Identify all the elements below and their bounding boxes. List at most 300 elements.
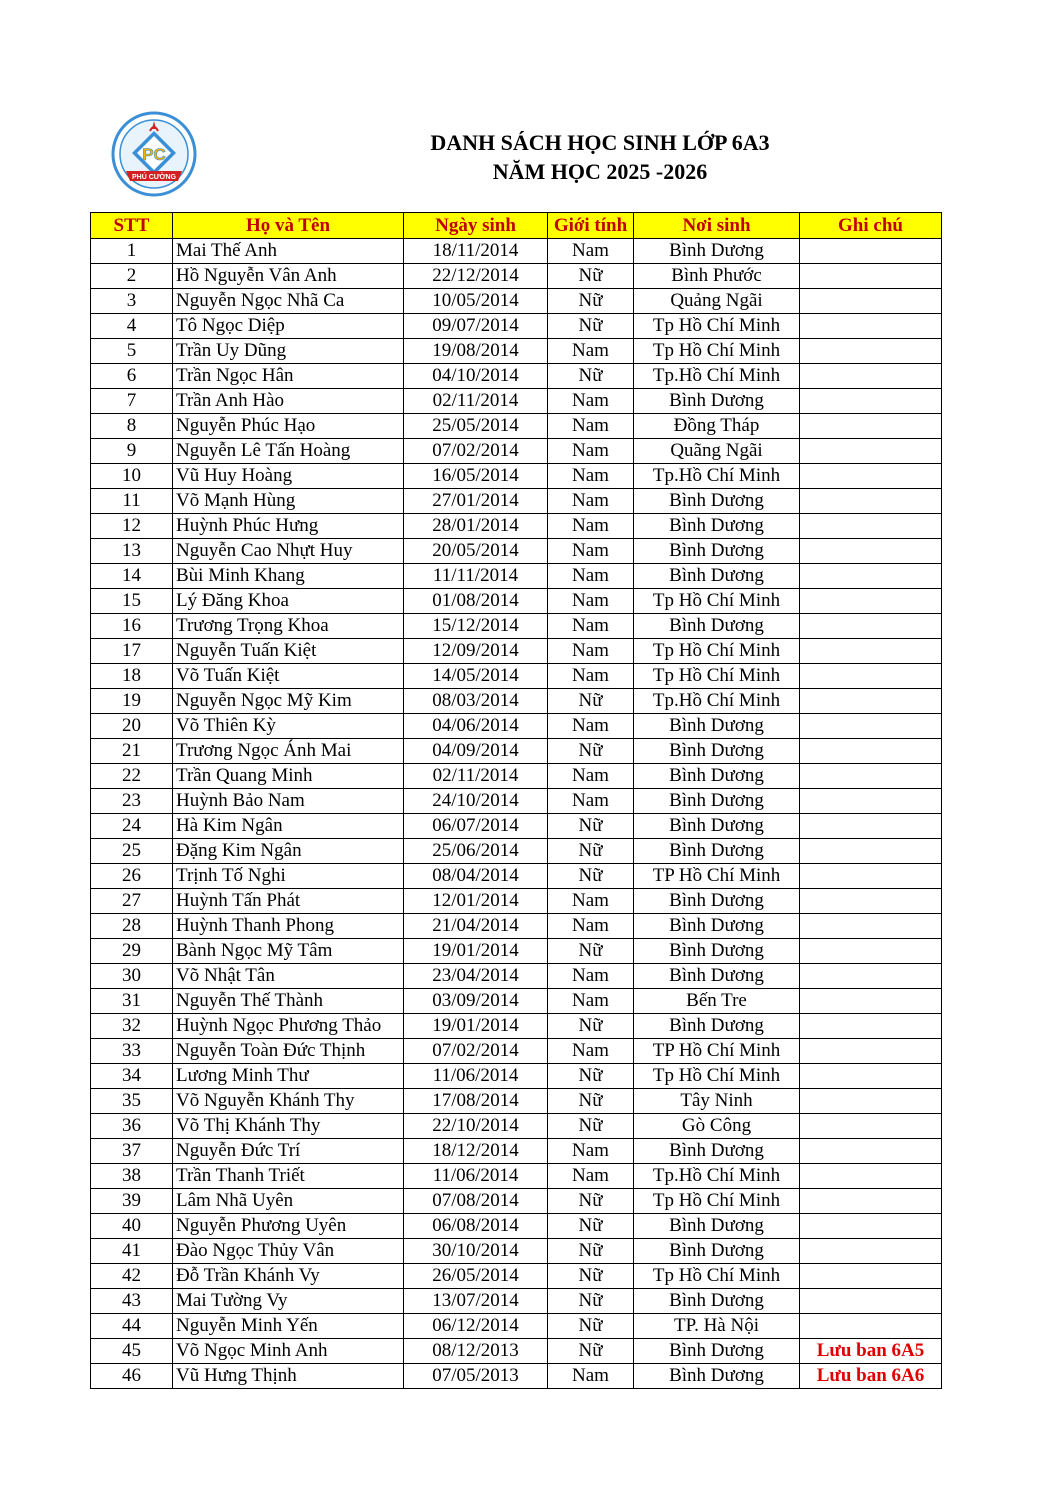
cell-birthplace: Bình Dương bbox=[634, 1239, 800, 1264]
cell-dob: 21/04/2014 bbox=[404, 914, 548, 939]
cell-birthplace: Bình Phước bbox=[634, 264, 800, 289]
cell-dob: 07/02/2014 bbox=[404, 1039, 548, 1064]
cell-name: Nguyễn Phương Uyên bbox=[173, 1214, 404, 1239]
cell-stt: 34 bbox=[91, 1064, 173, 1089]
cell-name: Nguyễn Ngọc Nhã Ca bbox=[173, 289, 404, 314]
table-row bbox=[91, 839, 942, 864]
cell-name: Tô Ngọc Diệp bbox=[173, 314, 404, 339]
table-row bbox=[91, 614, 942, 639]
cell-gender: Nam bbox=[548, 964, 634, 989]
cell-gender: Nam bbox=[548, 589, 634, 614]
header-birthplace: Nơi sinh bbox=[634, 213, 800, 239]
cell-dob: 08/03/2014 bbox=[404, 689, 548, 714]
cell-dob: 10/05/2014 bbox=[404, 289, 548, 314]
title-line-2: NĂM HỌC 2025 -2026 bbox=[492, 159, 708, 184]
cell-gender: Nam bbox=[548, 1139, 634, 1164]
cell-gender: Nam bbox=[548, 414, 634, 439]
cell-dob: 04/06/2014 bbox=[404, 714, 548, 739]
cell-gender: Nam bbox=[548, 914, 634, 939]
cell-note bbox=[800, 889, 942, 914]
cell-dob: 24/10/2014 bbox=[404, 789, 548, 814]
cell-note bbox=[800, 814, 942, 839]
cell-gender: Nữ bbox=[548, 314, 634, 339]
cell-note bbox=[800, 939, 942, 964]
cell-gender: Nam bbox=[548, 989, 634, 1014]
cell-name: Nguyễn Tuấn Kiệt bbox=[173, 639, 404, 664]
cell-dob: 27/01/2014 bbox=[404, 489, 548, 514]
cell-dob: 25/06/2014 bbox=[404, 839, 548, 864]
cell-note: Lưu ban 6A6 bbox=[800, 1364, 942, 1389]
cell-name: Trịnh Tố Nghi bbox=[173, 864, 404, 889]
cell-gender: Nữ bbox=[548, 1264, 634, 1289]
cell-gender: Nữ bbox=[548, 364, 634, 389]
cell-stt: 45 bbox=[91, 1339, 173, 1364]
cell-name: Võ Ngọc Minh Anh bbox=[173, 1339, 404, 1364]
cell-gender: Nam bbox=[548, 714, 634, 739]
cell-gender: Nam bbox=[548, 639, 634, 664]
cell-note bbox=[800, 389, 942, 414]
cell-dob: 02/11/2014 bbox=[404, 389, 548, 414]
cell-note bbox=[800, 989, 942, 1014]
cell-birthplace: Bình Dương bbox=[634, 239, 800, 264]
table-row bbox=[91, 1064, 942, 1089]
cell-stt: 5 bbox=[91, 339, 173, 364]
cell-birthplace: Tp Hồ Chí Minh bbox=[634, 1189, 800, 1214]
cell-name: Đỗ Trần Khánh Vy bbox=[173, 1264, 404, 1289]
cell-stt: 11 bbox=[91, 489, 173, 514]
table-row bbox=[91, 964, 942, 989]
cell-dob: 11/11/2014 bbox=[404, 564, 548, 589]
cell-stt: 20 bbox=[91, 714, 173, 739]
cell-name: Hồ Nguyễn Vân Anh bbox=[173, 264, 404, 289]
cell-note bbox=[800, 1014, 942, 1039]
cell-note bbox=[800, 1089, 942, 1114]
cell-gender: Nam bbox=[548, 764, 634, 789]
cell-dob: 12/09/2014 bbox=[404, 639, 548, 664]
cell-stt: 13 bbox=[91, 539, 173, 564]
cell-birthplace: Bình Dương bbox=[634, 539, 800, 564]
table-row bbox=[91, 414, 942, 439]
school-logo-icon bbox=[110, 111, 198, 197]
cell-note bbox=[800, 564, 942, 589]
cell-gender: Nữ bbox=[548, 689, 634, 714]
table-row bbox=[91, 939, 942, 964]
cell-gender: Nam bbox=[548, 389, 634, 414]
cell-name: Lý Đăng Khoa bbox=[173, 589, 404, 614]
cell-dob: 19/01/2014 bbox=[404, 1014, 548, 1039]
cell-stt: 35 bbox=[91, 1089, 173, 1114]
cell-birthplace: Bình Dương bbox=[634, 489, 800, 514]
cell-stt: 3 bbox=[91, 289, 173, 314]
cell-name: Nguyễn Đức Trí bbox=[173, 1139, 404, 1164]
cell-note bbox=[800, 639, 942, 664]
cell-dob: 07/02/2014 bbox=[404, 439, 548, 464]
cell-gender: Nam bbox=[548, 1164, 634, 1189]
cell-gender: Nam bbox=[548, 1364, 634, 1389]
table-row bbox=[91, 889, 942, 914]
cell-note bbox=[800, 364, 942, 389]
cell-birthplace: Quảng Ngãi bbox=[634, 289, 800, 314]
table-row bbox=[91, 1264, 942, 1289]
cell-name: Nguyễn Ngọc Mỹ Kim bbox=[173, 689, 404, 714]
cell-birthplace: Gò Công bbox=[634, 1114, 800, 1139]
cell-note: Lưu ban 6A5 bbox=[800, 1339, 942, 1364]
cell-birthplace: Tp.Hồ Chí Minh bbox=[634, 464, 800, 489]
table-row bbox=[91, 339, 942, 364]
cell-stt: 1 bbox=[91, 239, 173, 264]
cell-stt: 4 bbox=[91, 314, 173, 339]
cell-gender: Nam bbox=[548, 539, 634, 564]
cell-gender: Nam bbox=[548, 1039, 634, 1064]
cell-birthplace: Tây Ninh bbox=[634, 1089, 800, 1114]
table-row bbox=[91, 389, 942, 414]
cell-stt: 32 bbox=[91, 1014, 173, 1039]
cell-name: Huỳnh Tấn Phát bbox=[173, 889, 404, 914]
cell-gender: Nữ bbox=[548, 1114, 634, 1139]
cell-birthplace: Bình Dương bbox=[634, 1139, 800, 1164]
cell-gender: Nam bbox=[548, 889, 634, 914]
cell-name: Nguyễn Thế Thành bbox=[173, 989, 404, 1014]
table-row bbox=[91, 1314, 942, 1339]
svg-text:PC: PC bbox=[142, 145, 166, 164]
cell-dob: 14/05/2014 bbox=[404, 664, 548, 689]
cell-note bbox=[800, 439, 942, 464]
cell-name: Mai Tường Vy bbox=[173, 1289, 404, 1314]
cell-note bbox=[800, 764, 942, 789]
cell-dob: 17/08/2014 bbox=[404, 1089, 548, 1114]
cell-stt: 31 bbox=[91, 989, 173, 1014]
cell-note bbox=[800, 739, 942, 764]
cell-dob: 15/12/2014 bbox=[404, 614, 548, 639]
cell-note bbox=[800, 464, 942, 489]
cell-dob: 08/04/2014 bbox=[404, 864, 548, 889]
cell-note bbox=[800, 514, 942, 539]
cell-name: Nguyễn Minh Yến bbox=[173, 1314, 404, 1339]
cell-name: Võ Nhật Tân bbox=[173, 964, 404, 989]
cell-name: Bành Ngọc Mỹ Tâm bbox=[173, 939, 404, 964]
cell-birthplace: Tp Hồ Chí Minh bbox=[634, 1264, 800, 1289]
table-row bbox=[91, 864, 942, 889]
table-row bbox=[91, 1139, 942, 1164]
table-row bbox=[91, 1189, 942, 1214]
cell-name: Vũ Hưng Thịnh bbox=[173, 1364, 404, 1389]
header-name: Họ và Tên bbox=[173, 213, 404, 239]
cell-birthplace: TP Hồ Chí Minh bbox=[634, 1039, 800, 1064]
cell-name: Nguyễn Phúc Hạo bbox=[173, 414, 404, 439]
cell-note bbox=[800, 664, 942, 689]
cell-stt: 42 bbox=[91, 1264, 173, 1289]
cell-stt: 22 bbox=[91, 764, 173, 789]
cell-birthplace: TP. Hà Nội bbox=[634, 1314, 800, 1339]
cell-stt: 25 bbox=[91, 839, 173, 864]
table-row bbox=[91, 439, 942, 464]
cell-birthplace: Tp Hồ Chí Minh bbox=[634, 589, 800, 614]
cell-stt: 37 bbox=[91, 1139, 173, 1164]
cell-name: Lâm Nhã Uyên bbox=[173, 1189, 404, 1214]
cell-name: Võ Tuấn Kiệt bbox=[173, 664, 404, 689]
header-note: Ghi chú bbox=[800, 213, 942, 239]
table-row bbox=[91, 989, 942, 1014]
cell-note bbox=[800, 1114, 942, 1139]
cell-gender: Nam bbox=[548, 564, 634, 589]
cell-birthplace: Bình Dương bbox=[634, 1364, 800, 1389]
cell-birthplace: Bình Dương bbox=[634, 1339, 800, 1364]
cell-name: Nguyễn Cao Nhựt Huy bbox=[173, 539, 404, 564]
cell-stt: 36 bbox=[91, 1114, 173, 1139]
cell-name: Võ Nguyễn Khánh Thy bbox=[173, 1089, 404, 1114]
table-row bbox=[91, 814, 942, 839]
cell-note bbox=[800, 864, 942, 889]
cell-birthplace: Tp Hồ Chí Minh bbox=[634, 1064, 800, 1089]
cell-dob: 04/09/2014 bbox=[404, 739, 548, 764]
table-row bbox=[91, 464, 942, 489]
cell-gender: Nữ bbox=[548, 839, 634, 864]
cell-name: Đào Ngọc Thủy Vân bbox=[173, 1239, 404, 1264]
cell-note bbox=[800, 689, 942, 714]
cell-dob: 01/08/2014 bbox=[404, 589, 548, 614]
cell-stt: 28 bbox=[91, 914, 173, 939]
cell-stt: 17 bbox=[91, 639, 173, 664]
cell-gender: Nữ bbox=[548, 1089, 634, 1114]
cell-stt: 33 bbox=[91, 1039, 173, 1064]
cell-name: Trần Thanh Triết bbox=[173, 1164, 404, 1189]
cell-birthplace: Bình Dương bbox=[634, 939, 800, 964]
cell-stt: 46 bbox=[91, 1364, 173, 1389]
cell-name: Trương Ngọc Ánh Mai bbox=[173, 739, 404, 764]
cell-birthplace: Tp.Hồ Chí Minh bbox=[634, 364, 800, 389]
header-gender: Giới tính bbox=[548, 213, 634, 239]
cell-dob: 02/11/2014 bbox=[404, 764, 548, 789]
cell-stt: 7 bbox=[91, 389, 173, 414]
table-row bbox=[91, 1014, 942, 1039]
table-row bbox=[91, 564, 942, 589]
student-roster-table bbox=[90, 212, 942, 1389]
cell-birthplace: Tp Hồ Chí Minh bbox=[634, 339, 800, 364]
cell-stt: 2 bbox=[91, 264, 173, 289]
cell-dob: 12/01/2014 bbox=[404, 889, 548, 914]
cell-note bbox=[800, 539, 942, 564]
cell-stt: 8 bbox=[91, 414, 173, 439]
cell-note bbox=[800, 489, 942, 514]
header-dob: Ngày sinh bbox=[404, 213, 548, 239]
table-row bbox=[91, 739, 942, 764]
cell-dob: 22/12/2014 bbox=[404, 264, 548, 289]
document-title bbox=[300, 128, 900, 186]
cell-dob: 13/07/2014 bbox=[404, 1289, 548, 1314]
cell-dob: 16/05/2014 bbox=[404, 464, 548, 489]
svg-text:PHÚ CƯỜNG: PHÚ CƯỜNG bbox=[131, 174, 177, 181]
cell-note bbox=[800, 1064, 942, 1089]
cell-name: Huỳnh Ngọc Phương Thảo bbox=[173, 1014, 404, 1039]
cell-note bbox=[800, 264, 942, 289]
cell-stt: 16 bbox=[91, 614, 173, 639]
cell-stt: 27 bbox=[91, 889, 173, 914]
cell-dob: 30/10/2014 bbox=[404, 1239, 548, 1264]
cell-birthplace: Tp Hồ Chí Minh bbox=[634, 314, 800, 339]
table-row bbox=[91, 764, 942, 789]
cell-note bbox=[800, 414, 942, 439]
cell-birthplace: Bình Dương bbox=[634, 1289, 800, 1314]
cell-stt: 24 bbox=[91, 814, 173, 839]
table-row bbox=[91, 789, 942, 814]
cell-stt: 10 bbox=[91, 464, 173, 489]
cell-gender: Nữ bbox=[548, 939, 634, 964]
table-row bbox=[91, 714, 942, 739]
cell-gender: Nữ bbox=[548, 1289, 634, 1314]
table-row bbox=[91, 639, 942, 664]
cell-birthplace: Quãng Ngãi bbox=[634, 439, 800, 464]
cell-dob: 03/09/2014 bbox=[404, 989, 548, 1014]
table-row bbox=[91, 1364, 942, 1389]
cell-birthplace: Bình Dương bbox=[634, 889, 800, 914]
table-row bbox=[91, 514, 942, 539]
cell-birthplace: Bình Dương bbox=[634, 1214, 800, 1239]
cell-gender: Nữ bbox=[548, 1014, 634, 1039]
cell-gender: Nam bbox=[548, 239, 634, 264]
cell-note bbox=[800, 1214, 942, 1239]
cell-name: Võ Thiên Kỳ bbox=[173, 714, 404, 739]
table-row bbox=[91, 239, 942, 264]
cell-stt: 38 bbox=[91, 1164, 173, 1189]
cell-name: Võ Thị Khánh Thy bbox=[173, 1114, 404, 1139]
cell-note bbox=[800, 714, 942, 739]
cell-name: Vũ Huy Hoàng bbox=[173, 464, 404, 489]
cell-dob: 06/12/2014 bbox=[404, 1314, 548, 1339]
cell-gender: Nam bbox=[548, 664, 634, 689]
cell-note bbox=[800, 1239, 942, 1264]
cell-name: Đặng Kim Ngân bbox=[173, 839, 404, 864]
table-row bbox=[91, 264, 942, 289]
table-header-row bbox=[91, 213, 942, 239]
cell-note bbox=[800, 839, 942, 864]
cell-stt: 44 bbox=[91, 1314, 173, 1339]
cell-dob: 26/05/2014 bbox=[404, 1264, 548, 1289]
cell-gender: Nữ bbox=[548, 1339, 634, 1364]
cell-stt: 29 bbox=[91, 939, 173, 964]
title-line-1: DANH SÁCH HỌC SINH LỚP 6A3 bbox=[430, 130, 770, 155]
cell-gender: Nữ bbox=[548, 1314, 634, 1339]
cell-stt: 19 bbox=[91, 689, 173, 714]
cell-gender: Nam bbox=[548, 339, 634, 364]
cell-birthplace: Bình Dương bbox=[634, 764, 800, 789]
cell-stt: 14 bbox=[91, 564, 173, 589]
cell-gender: Nữ bbox=[548, 1189, 634, 1214]
cell-name: Lương Minh Thư bbox=[173, 1064, 404, 1089]
table-row bbox=[91, 1114, 942, 1139]
cell-gender: Nam bbox=[548, 464, 634, 489]
cell-dob: 18/11/2014 bbox=[404, 239, 548, 264]
table-row bbox=[91, 289, 942, 314]
cell-dob: 28/01/2014 bbox=[404, 514, 548, 539]
cell-dob: 23/04/2014 bbox=[404, 964, 548, 989]
cell-stt: 21 bbox=[91, 739, 173, 764]
cell-dob: 11/06/2014 bbox=[404, 1064, 548, 1089]
cell-name: Trần Ngọc Hân bbox=[173, 364, 404, 389]
cell-birthplace: Bình Dương bbox=[634, 914, 800, 939]
table-row bbox=[91, 914, 942, 939]
cell-dob: 04/10/2014 bbox=[404, 364, 548, 389]
cell-note bbox=[800, 1164, 942, 1189]
cell-stt: 40 bbox=[91, 1214, 173, 1239]
cell-note bbox=[800, 914, 942, 939]
cell-name: Nguyễn Toàn Đức Thịnh bbox=[173, 1039, 404, 1064]
table-row bbox=[91, 1289, 942, 1314]
cell-birthplace: Đồng Tháp bbox=[634, 414, 800, 439]
cell-gender: Nữ bbox=[548, 1064, 634, 1089]
cell-name: Nguyễn Lê Tấn Hoàng bbox=[173, 439, 404, 464]
cell-note bbox=[800, 1039, 942, 1064]
table-row bbox=[91, 664, 942, 689]
cell-gender: Nữ bbox=[548, 289, 634, 314]
cell-dob: 22/10/2014 bbox=[404, 1114, 548, 1139]
cell-stt: 23 bbox=[91, 789, 173, 814]
cell-birthplace: Bình Dương bbox=[634, 814, 800, 839]
cell-note bbox=[800, 289, 942, 314]
cell-note bbox=[800, 964, 942, 989]
table-row bbox=[91, 314, 942, 339]
cell-note bbox=[800, 1314, 942, 1339]
cell-gender: Nữ bbox=[548, 264, 634, 289]
cell-gender: Nam bbox=[548, 489, 634, 514]
cell-dob: 07/08/2014 bbox=[404, 1189, 548, 1214]
cell-note bbox=[800, 589, 942, 614]
cell-dob: 19/01/2014 bbox=[404, 939, 548, 964]
cell-dob: 06/07/2014 bbox=[404, 814, 548, 839]
cell-birthplace: Bình Dương bbox=[634, 714, 800, 739]
cell-dob: 25/05/2014 bbox=[404, 414, 548, 439]
cell-stt: 18 bbox=[91, 664, 173, 689]
cell-name: Mai Thế Anh bbox=[173, 239, 404, 264]
header-stt: STT bbox=[91, 213, 173, 239]
cell-birthplace: Bình Dương bbox=[634, 514, 800, 539]
cell-note bbox=[800, 314, 942, 339]
cell-birthplace: TP Hồ Chí Minh bbox=[634, 864, 800, 889]
cell-birthplace: Bình Dương bbox=[634, 389, 800, 414]
table-row bbox=[91, 1214, 942, 1239]
table-row bbox=[91, 1089, 942, 1114]
cell-dob: 20/05/2014 bbox=[404, 539, 548, 564]
cell-gender: Nam bbox=[548, 789, 634, 814]
cell-name: Trần Uy Dũng bbox=[173, 339, 404, 364]
cell-gender: Nam bbox=[548, 614, 634, 639]
cell-gender: Nam bbox=[548, 439, 634, 464]
cell-note bbox=[800, 1139, 942, 1164]
cell-birthplace: Bến Tre bbox=[634, 989, 800, 1014]
cell-birthplace: Bình Dương bbox=[634, 614, 800, 639]
cell-birthplace: Tp Hồ Chí Minh bbox=[634, 664, 800, 689]
cell-stt: 41 bbox=[91, 1239, 173, 1264]
cell-dob: 08/12/2013 bbox=[404, 1339, 548, 1364]
cell-dob: 19/08/2014 bbox=[404, 339, 548, 364]
table-row bbox=[91, 1239, 942, 1264]
cell-note bbox=[800, 789, 942, 814]
cell-stt: 39 bbox=[91, 1189, 173, 1214]
cell-gender: Nữ bbox=[548, 1214, 634, 1239]
cell-note bbox=[800, 339, 942, 364]
table-row bbox=[91, 539, 942, 564]
cell-stt: 15 bbox=[91, 589, 173, 614]
table-row bbox=[91, 1039, 942, 1064]
cell-birthplace: Bình Dương bbox=[634, 564, 800, 589]
cell-name: Huỳnh Thanh Phong bbox=[173, 914, 404, 939]
cell-stt: 26 bbox=[91, 864, 173, 889]
table-row bbox=[91, 1339, 942, 1364]
cell-birthplace: Bình Dương bbox=[634, 1014, 800, 1039]
cell-note bbox=[800, 1264, 942, 1289]
table-row bbox=[91, 1164, 942, 1189]
cell-birthplace: Bình Dương bbox=[634, 739, 800, 764]
cell-stt: 43 bbox=[91, 1289, 173, 1314]
